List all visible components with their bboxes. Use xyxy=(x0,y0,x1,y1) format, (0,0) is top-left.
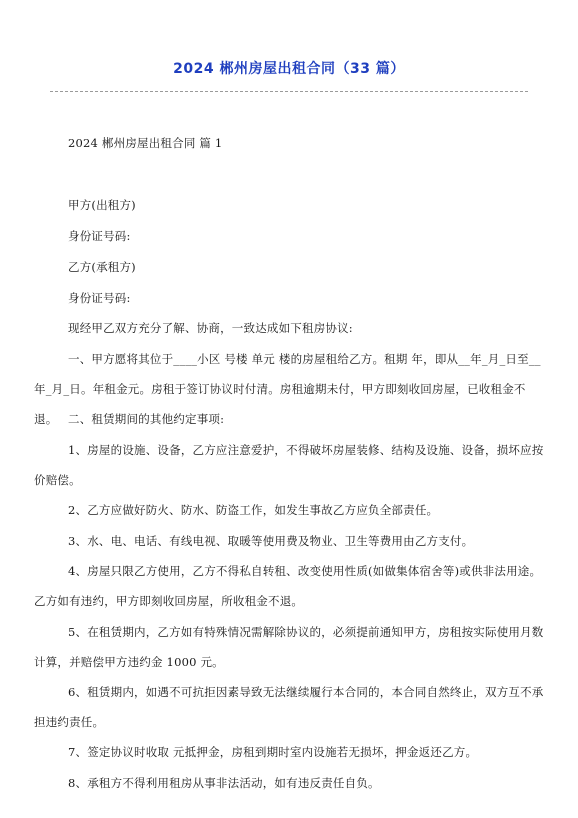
section-heading: 2024 郴州房屋出租合同 篇 1 xyxy=(68,136,223,150)
term-7-paragraph: 7、签定协议时收取 元抵押金，房租到期时室内设施若无损坏，押金返还乙方。 xyxy=(68,745,478,759)
term-2-paragraph: 2、乙方应做好防火、防水、防盗工作，如发生事故乙方应负全部责任。 xyxy=(68,503,439,517)
party-b-label: 乙方(承租方) xyxy=(68,260,136,274)
term-6-paragraph: 6、租赁期内，如遇不可抗拒因素导致无法继续履行本合同的，本合同自然终止，双方互不承担违约责任。 xyxy=(34,685,544,729)
term-1-paragraph: 1、房屋的设施、设备，乙方应注意爱护，不得破坏房屋装修、结构及设施、设备，损坏应按价赔偿。 xyxy=(34,443,544,487)
title-divider xyxy=(50,91,528,92)
party-b-id-label: 身份证号码: xyxy=(68,291,131,305)
clause-1-paragraph: 一、甲方愿将其位于____小区 号楼 单元 楼的房屋租给乙方。租期 年，即从__年_月_日至__年_月_日。年租金元。房租于签订协议时付清。房租逾期未付，甲方即刻收回房屋，已收租金不退。 xyxy=(34,352,541,426)
term-3-paragraph: 3、水、电、电话、有线电视、取暖等使用费及物业、卫生等费用由乙方支付。 xyxy=(68,534,474,548)
document-title: 2024 郴州房屋出租合同（33 篇） xyxy=(173,61,405,77)
party-a-id-label: 身份证号码: xyxy=(68,229,131,243)
term-5-paragraph: 5、在租赁期内，乙方如有特殊情况需解除协议的，必须提前通知甲方，房租按实际使用月数计算，并赔偿甲方违约金 1000 元。 xyxy=(34,625,544,669)
party-a-label: 甲方(出租方) xyxy=(68,198,136,212)
term-8-paragraph: 8、承租方不得利用租房从事非法活动，如有违反责任自负。 xyxy=(68,776,380,790)
clause-2-heading: 二、租赁期间的其他约定事项: xyxy=(68,412,225,426)
term-4-paragraph: 4、房屋只限乙方使用，乙方不得私自转租、改变使用性质(如做集体宿舍等)或供非法用途。乙方如有违约，甲方即刻收回房屋，所收租金不退。 xyxy=(34,564,542,608)
preamble-paragraph: 现经甲乙双方充分了解、协商，一致达成如下租房协议: xyxy=(68,321,353,335)
